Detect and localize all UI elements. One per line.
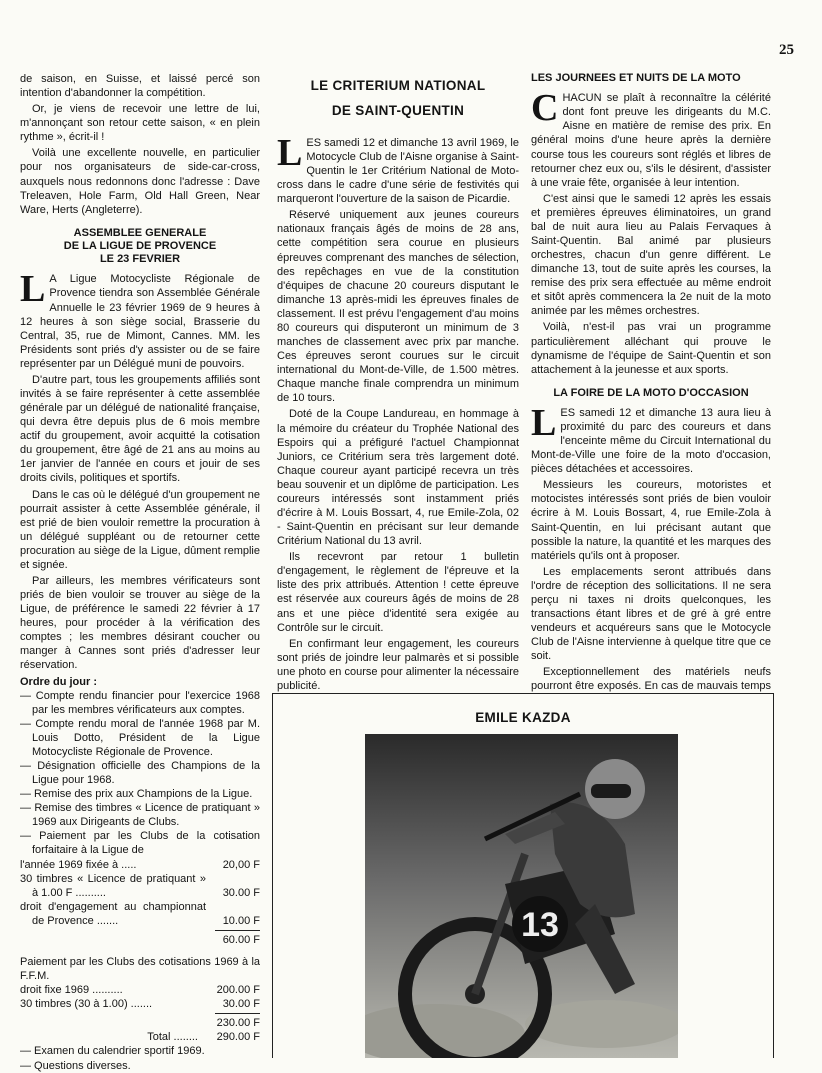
foire-paragraph: Exceptionnellement des matériels neufs pourront être exposés. En cas de mauvais temps (531, 666, 771, 693)
journees-paragraph: C'est ainsi que le samedi 12 après les essais et premières épreuves éliminatoires, un grand bal de nuit aura lieu au Palais Fervaques à Saint-Quentin. Bal animé par plusieurs orchestres, chacun d'un genre différent. Le dimanche 13, tout de suite après les courses, la remise des prix sera effectuée au même endroit et sitôt après commencera la 2e nuit de la moto animée par les mêmes orchestres. (531, 192, 771, 318)
fee-amount: 200.00 F (216, 984, 260, 997)
drop-cap: L (20, 268, 46, 311)
ffm-fees-intro: Paiement par les Clubs des cotisations 1969 à la F.F.M. (20, 956, 260, 983)
agenda-item: — Compte rendu moral de l'année 1968 par M. Louis Dotto, Président de la Ligue Motocycliste Régionale de Provence. (20, 717, 260, 758)
intro-paragraph: Voilà une excellente nouvelle, en particulier pour nos organisateurs de side-car-cross, auxquels nous redonnons donc l'adresse : Dave Treleaven, Hole Farm, Old Hall Green, Near Ware, Herts (Angleterre). (20, 147, 260, 216)
foire-lead-paragraph (531, 401, 771, 476)
assembly-heading-line: ASSEMBLEE GENERALE (73, 226, 207, 239)
assembly-lead-text: A Ligue Motocycliste Régionale de Provence tiendra son Assemblée Générale Annuelle le 23 février 1969 de 9 heures à 12 heures à son siège social, Brasserie du Central, 35, rue de Mimont, Cannes. MM. les Présidents sont priés d'y assister ou de se faire représenter par un Délégué muni de pouvoirs. (20, 273, 260, 370)
criterium-lead-paragraph (277, 131, 519, 206)
agenda-item: — Questions diverses. (20, 1059, 131, 1072)
fee-row (20, 997, 260, 1011)
criterium-paragraph: Ils recevront par retour 1 bulletin d'engagement, le règlement de l'épreuve et la liste des prix attribués. Attention ! cette épreuve est réservée aux coureurs âgés de moins de 28 ans et une pièce d'identité sera exigée au Contrôle sur le circuit. (277, 551, 519, 634)
criterium-paragraph: Réservé uniquement aux jeunes coureurs nationaux français âgés de moins de 28 ans, cette compétition sera courue en plusieurs épreuves comprenant des manches de sélection, des repêchages en vue de la constitution d'équipes de chacune 20 coureurs disputant le dimanche 13 après-midi les épreuves finales de classement. Il est prévu l'engagement d'au moins 80 coureurs qui disputeront un minimum de 3 manches de classement avec prix par manche. Ces épreuves seront courues sur le circuit international du Mont-de-Ville, de 1.500 mètres. Chaque manche finale comprendra un minimum de 10 tours. (277, 209, 519, 405)
total-row (20, 1030, 260, 1044)
page-number: 25 (779, 42, 794, 58)
fee-amount: 20,00 F (222, 858, 260, 871)
fee-label: 30 timbres « Licence de pratiquant » à 1.00 F .......... (20, 872, 206, 899)
rider-photo (365, 734, 678, 1058)
journees-heading: LES JOURNEES ET NUITS DE LA MOTO (531, 72, 741, 84)
assembly-paragraph: Par ailleurs, les membres vérificateurs sont priés de bien vouloir se trouver au siège de la Ligue, de préférence le samedi 22 février à 17 heures, pour procéder à la vérification des comptes ; les membres désirant coucher ou manger à Cannes sont priés d'adresser leur réservation. (20, 574, 260, 672)
criterium-paragraph: Doté de la Coupe Landureau, en hommage à la mémoire du créateur du Trophée National des Espoirs qui a préfiguré l'actuel Championnat Juniors, ce Critérium sera très largement doté. Chaque coureur ayant participé recevra un très beau souvenir et un diplôme de participation. Les coureurs intéressés sont instamment priés d'écrire à M. Louis Bossart, 4, rue Emile-Zola, 02 - Saint-Quentin en précisant sur leur demande Critérium National du 13 avril. (277, 408, 519, 548)
fee-label: droit fixe 1969 .......... (20, 984, 123, 997)
agenda-list (20, 689, 260, 858)
assembly-heading (20, 227, 260, 267)
total-label: Total ........ (147, 1031, 198, 1044)
journees-lead-paragraph (531, 87, 771, 190)
criterium-title (277, 74, 519, 124)
column-middle (277, 72, 519, 695)
foire-paragraph: Messieurs les coureurs, motoristes et motocistes intéressés sont priés de bien vouloir écrire à M. Louis Bossart, 4, rue Emile-Zola à Saint-Quentin, en lui précisant autant que possible la nature, la quantité et les marques des matériels qu'ils ont à proposer. (531, 479, 771, 562)
agenda-title: Ordre du jour : (20, 675, 97, 688)
fee-amount: 30.00 F (222, 998, 260, 1011)
intro-paragraph: Or, je viens de recevoir une lettre de lui, m'annonçant son retour cette saison, « en plein rythme », écrit-il ! (20, 103, 260, 144)
assembly-lead-paragraph (20, 268, 260, 371)
subtotal: 230.00 F (215, 1013, 260, 1030)
fee-label: droit d'engagement au championnat de Provence ....... (20, 900, 206, 927)
foire-lead-text: ES samedi 12 et dimanche 13 aura lieu à proximité du parc des coureurs et dans l'enceinte même du Circuit International du Mont-de-Ville une foire de la moto d'occasion, pièces détachées et accessoires. (531, 406, 771, 476)
drop-cap: L (277, 131, 303, 174)
assembly-paragraph: D'autre part, tous les groupements affiliés sont invités à se faire représenter à cette assemblée générale par un délégué de nationalité française, qui devra être depuis plus de 6 mois membre actif du groupement, avoir acquitté la cotisation du groupement, être âgé de 21 ans au moins au 1er janvier de l'année en cours et jouir de ses droits civils, politiques et sportifs. (20, 373, 260, 485)
fee-label: l'année 1969 fixée à ..... (20, 858, 137, 871)
subtotal: 60.00 F (215, 930, 260, 947)
fee-amount: 30.00 F (222, 886, 260, 899)
column-right (531, 72, 771, 710)
fee-row (20, 858, 260, 872)
fee-row (20, 872, 260, 900)
fee-amount: 10.00 F (222, 914, 260, 927)
agenda-list-end (20, 1044, 260, 1072)
agenda-item: — Examen du calendrier sportif 1969. (20, 1045, 205, 1058)
criterium-title-line: DE SAINT-QUENTIN (331, 102, 465, 118)
column-left (20, 72, 260, 1073)
bike-number: 13 (521, 906, 559, 944)
foire-paragraph: Les emplacements seront attribués dans l'ordre de réception des sollicitations. Il ne sera perçu ni taxes ni droits quelconques, les transactions étant libres et de gré à gré entre vendeurs et acquéreurs sans que le Motocycle Club de l'Aisne intervienne à quelque titre que ce soit. (531, 565, 771, 663)
assembly-heading-line: LE 23 FEVRIER (99, 253, 181, 266)
fee-row (20, 900, 260, 928)
agenda-item: — Remise des prix aux Champions de la Ligue. (20, 788, 253, 801)
fee-row (20, 983, 260, 997)
agenda-item: — Désignation officielle des Champions de la Ligue pour 1968. (20, 760, 260, 787)
drop-cap: L (531, 401, 557, 444)
photo-box (272, 693, 774, 1058)
total-amount: 290.00 F (216, 1031, 260, 1044)
assembly-paragraph: Dans le cas où le délégué d'un groupement ne pourrait assister à cette Assemblée générale, il est prié de bien vouloir remettre la procuration à un délégué suppléant ou de retourner cette procuration au siège de la Ligue, dûment remplie et signée. (20, 488, 260, 571)
intro-paragraph: de saison, en Suisse, et laissé percé son intention d'abandonner la compétition. (20, 73, 260, 100)
photo-caption: EMILE KAZDA (475, 710, 571, 725)
journees-paragraph: Voilà, n'est-il pas vrai un programme particulièrement alléchant qui prouve le dynamisme de l'équipe de Saint-Quentin et son attachement à la jeunesse et aux sports. (531, 321, 771, 376)
journees-lead-text: HACUN se plaît à reconnaître la célérité dont font preuve les dirigeants du M.C. Aisne en matière de remise des prix. En général moins d'une heure après la dernière course tous les coureurs sont réglés et libres de retourner chez eux ou, s'ils le désirent, d'assister à une vraie fête, organisée à leur intention. (531, 92, 771, 189)
assembly-heading-line: DE LA LIGUE DE PROVENCE (63, 239, 217, 252)
criterium-lead-text: ES samedi 12 et dimanche 13 avril 1969, le Motocycle Club de l'Aisne organise à Saint-Quentin le 1er Critérium National de Moto-cross dans le cadre d'une série de festivités qui marqueront l'ouverture de la saison de Picardie. (277, 136, 519, 206)
foire-heading: LA FOIRE DE LA MOTO D'OCCASION (553, 386, 749, 399)
criterium-title-line: LE CRITERIUM NATIONAL (310, 78, 486, 93)
criterium-paragraph: En confirmant leur engagement, les coureurs sont priés de joindre leur palmarès et si possible une photo en course pour alimenter la nécessaire publicité. (277, 637, 519, 692)
fee-label: 30 timbres (30 à 1.00) ....... (20, 998, 153, 1011)
drop-cap: C (531, 87, 559, 130)
agenda-item: — Paiement par les Clubs de la cotisation forfaitaire à la Ligue de (20, 830, 260, 857)
agenda-item: — Remise des timbres « Licence de pratiquant » 1969 aux Dirigeants de Clubs. (20, 802, 260, 829)
agenda-item: — Compte rendu financier pour l'exercice 1968 par les membres vérificateurs aux comptes. (20, 689, 260, 716)
